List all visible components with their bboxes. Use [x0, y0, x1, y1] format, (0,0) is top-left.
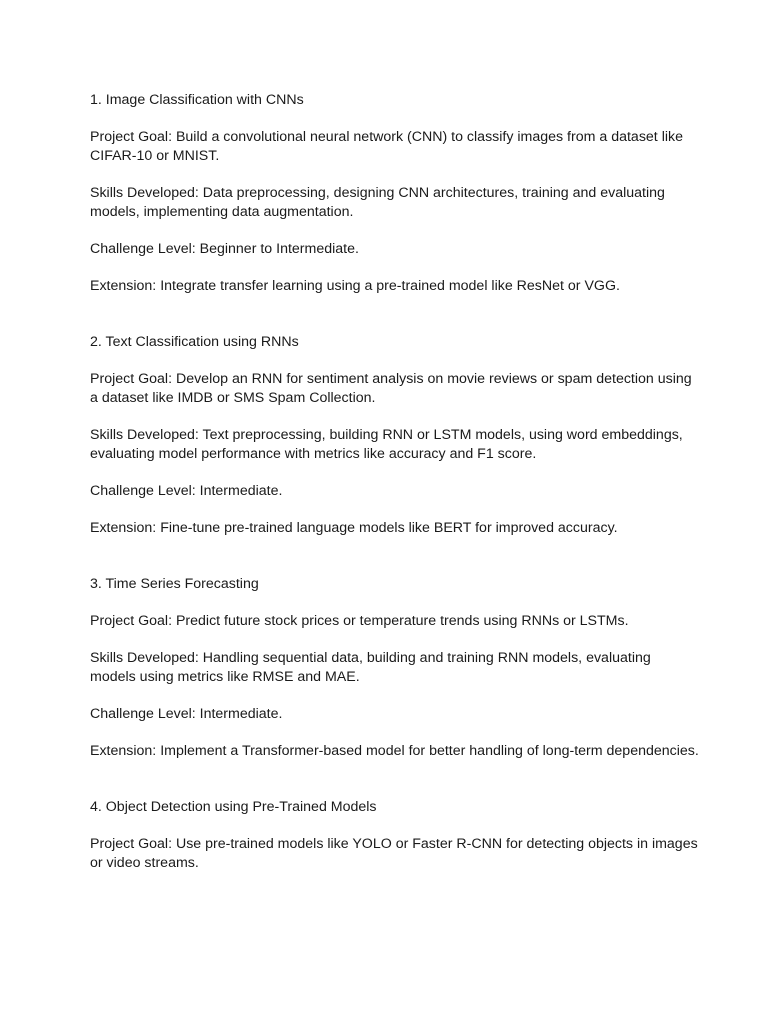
- skills-developed: Skills Developed: Data preprocessing, designing CNN architectures, training and evaluating models, implementing data augmentation.: [90, 185, 665, 220]
- project-section-1: [90, 91, 700, 296]
- section-heading: 3. Time Series Forecasting: [90, 576, 259, 592]
- section-heading: 2. Text Classification using RNNs: [90, 334, 299, 350]
- extension: Extension: Integrate transfer learning using a pre-trained model like ResNet or VGG.: [90, 278, 620, 294]
- project-goal: Project Goal: Use pre-trained models like YOLO or Faster R-CNN for detecting objects in images or video streams.: [90, 836, 698, 871]
- project-section-4: [90, 798, 700, 873]
- project-goal: Project Goal: Build a convolutional neural network (CNN) to classify images from a dataset like CIFAR-10 or MNIST.: [90, 129, 683, 164]
- challenge-level: Challenge Level: Intermediate.: [90, 706, 283, 722]
- document-page: [90, 91, 700, 873]
- project-goal: Project Goal: Predict future stock prices or temperature trends using RNNs or LSTMs.: [90, 613, 629, 629]
- challenge-level: Challenge Level: Intermediate.: [90, 483, 283, 499]
- skills-developed: Skills Developed: Text preprocessing, building RNN or LSTM models, using word embeddings, evaluating model performance with metrics like accuracy and F1 score.: [90, 427, 683, 462]
- section-heading: 1. Image Classification with CNNs: [90, 92, 304, 108]
- project-goal: Project Goal: Develop an RNN for sentiment analysis on movie reviews or spam detection using a dataset like IMDB or SMS Spam Collection.: [90, 371, 692, 406]
- extension: Extension: Implement a Transformer-based model for better handling of long-term dependencies.: [90, 743, 699, 759]
- project-section-3: [90, 575, 700, 761]
- challenge-level: Challenge Level: Beginner to Intermediate.: [90, 241, 359, 257]
- section-heading: 4. Object Detection using Pre-Trained Models: [90, 799, 377, 815]
- skills-developed: Skills Developed: Handling sequential data, building and training RNN models, evaluating models using metrics like RMSE and MAE.: [90, 650, 651, 685]
- extension: Extension: Fine-tune pre-trained language models like BERT for improved accuracy.: [90, 520, 618, 536]
- project-section-2: [90, 333, 700, 538]
